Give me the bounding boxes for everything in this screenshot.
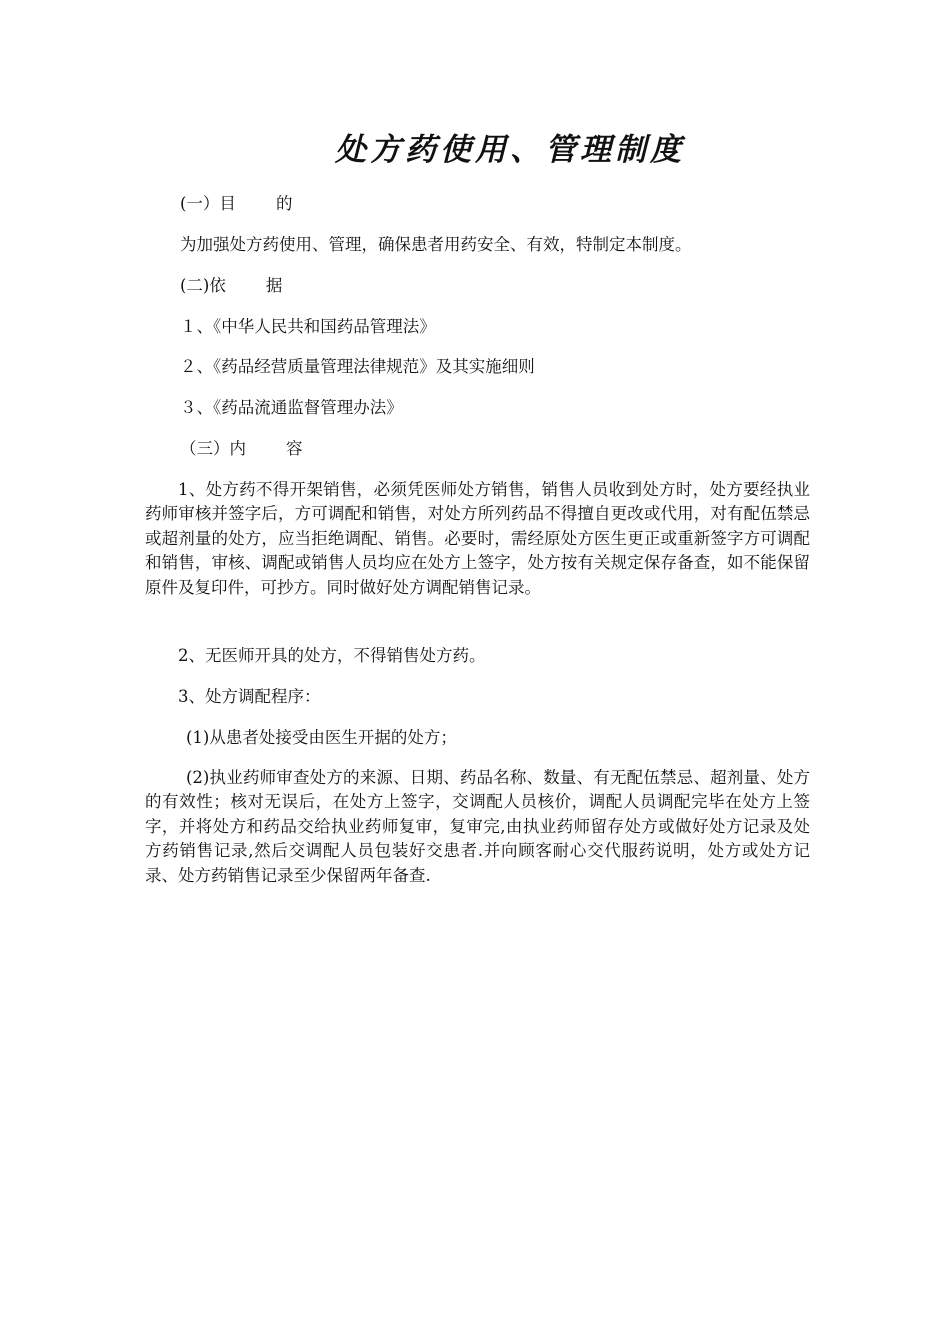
section-content-heading-prefix: （三）内 (180, 439, 246, 458)
section-purpose-heading (180, 192, 292, 216)
content-paragraph: 3、处方调配程序： (178, 687, 321, 706)
content-paragraph: 1、处方药不得开架销售，必须凭医师处方销售，销售人员收到处方时，处方要经执业药师审核并签字后，方可调配和销售，对处方所列药品不得擅自更改或代用，对有配伍禁忌或超剂量的处方，应当拒绝调配、销售。必要时，需经原处方医生更正或重新签字方可调配和销售，审核、调配或销售人员均应在处方上签字，处方按有关规定保存备查，如不能保留原件及复印件，可抄方。同时做好处方调配销售记录。 (145, 480, 810, 597)
section-purpose-text: 为加强处方药使用、管理，确保患者用药安全、有效，特制定本制度。 (180, 235, 692, 254)
section-purpose-heading-prefix: (一）目 (180, 194, 236, 213)
section-basis-heading (180, 274, 282, 298)
basis-item: １、《中华人民共和国药品管理法》 (180, 317, 436, 336)
content-paragraph: (2)执业药师审查处方的来源、日期、药品名称、数量、有无配伍禁忌、超剂量、处方的有效性；核对无误后，在处方上签字，交调配人员核价，调配人员调配完毕在处方上签字，并将处方和药品交给执业药师复审，复审完,由执业药师留存处方或做好处方记录及处方药销售记录,然后交调配人员包装好交患者.并向顾客耐心交代服药说明，处方或处方记录、处方药销售记录至少保留两年备查. (145, 768, 810, 885)
basis-item: ３、《药品流通监督管理办法》 (180, 398, 403, 417)
section-basis-heading-prefix: (二)依 (180, 276, 226, 295)
section-content-heading (180, 437, 303, 461)
section-basis-heading-suffix: 据 (265, 276, 283, 295)
section-content-heading-suffix: 容 (286, 439, 303, 458)
section-purpose-heading-suffix: 的 (275, 194, 293, 213)
content-paragraph: 2、无医师开具的处方，不得销售处方药。 (178, 646, 486, 665)
content-paragraph: (1)从患者处接受由医生开据的处方； (186, 728, 457, 747)
document-title: 处方药使用、管理制度 (335, 132, 685, 168)
basis-item: ２、《药品经营质量管理法律规范》及其实施细则 (180, 357, 535, 376)
